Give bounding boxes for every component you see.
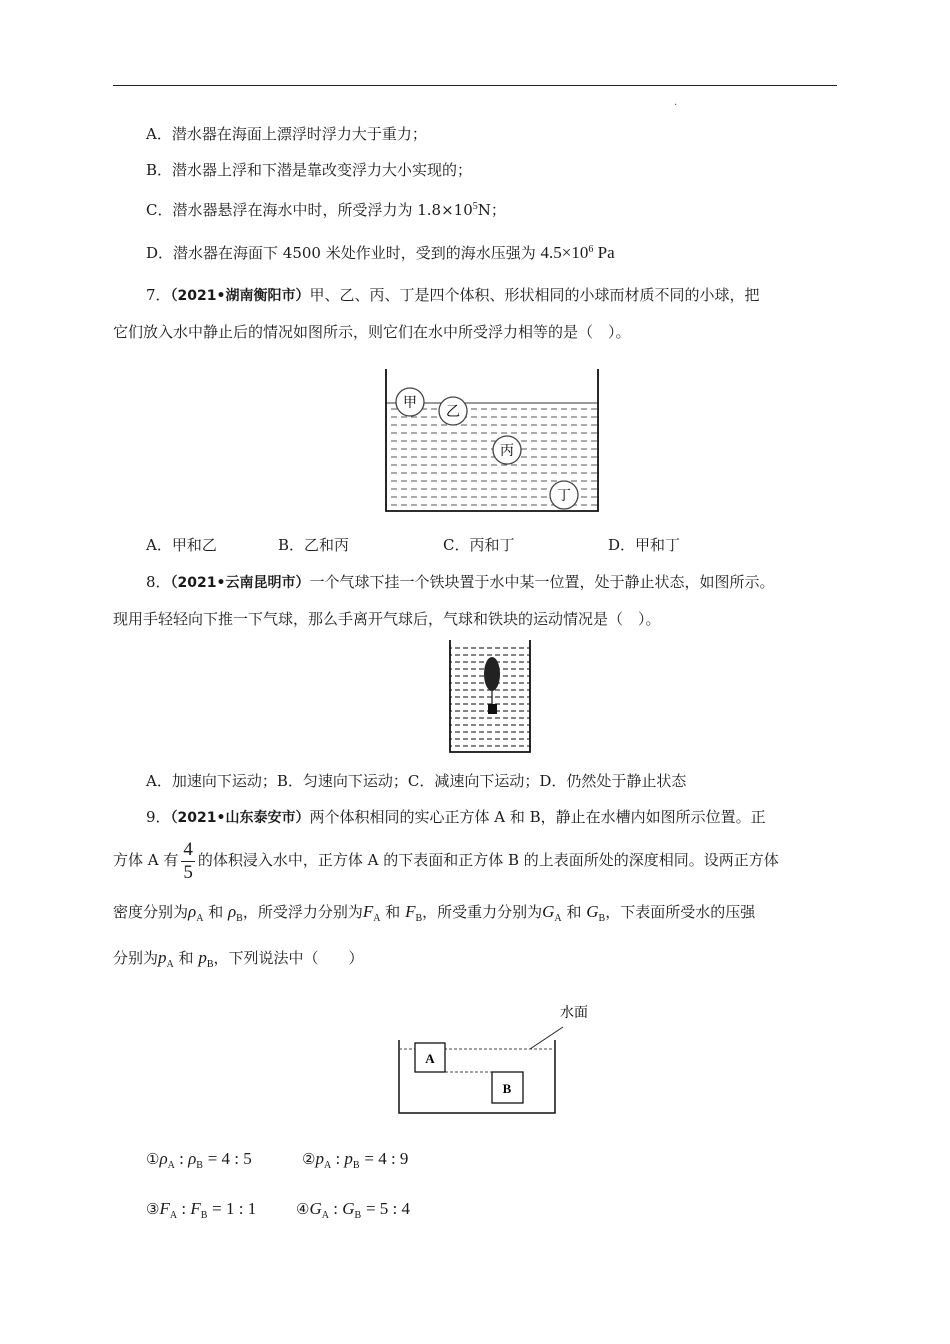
q8-stem-line2: 现用手轻轻向下推一下气球，那么手离开气球后，气球和铁块的运动情况是（ ）。 (113, 610, 661, 628)
ball-jia (396, 388, 424, 416)
fraction-four-fifths: $\frac{4}{5}$ (183, 838, 193, 883)
q9-statement-3: $③F_A$ : $F_B = 1$ : 1 (146, 1199, 257, 1221)
cube-a (415, 1043, 445, 1072)
q6-option-a: A．潜水器在海面上漂浮时浮力大于重力； (146, 125, 427, 143)
svg-text:B: B (502, 1081, 512, 1096)
q7-option-d: D．甲和丁 (608, 536, 681, 554)
q8-figure (446, 638, 536, 758)
q7-option-a: A．甲和乙 (146, 536, 217, 554)
q7-option-c: C．丙和丁 (443, 536, 515, 554)
q6-option-d: D．潜水器在海面下 4500 米处作业时，受到的海水压强为 $4.5\times 10^6$ Pa (146, 243, 615, 262)
header-dot: . (674, 97, 678, 108)
balloon (484, 657, 500, 691)
svg-text:丙: 丙 (500, 443, 514, 459)
q9-stem-line3: 密度分别为$\rho_A$ 和 $\rho_B$，所受浮力分别为$F_A$ 和 $F_B$，所受重力分别为$G_A$ 和 $G_B$，下表面所受水的压强 (113, 902, 756, 924)
q9-figure (395, 1000, 605, 1120)
q9-statement-4: $④G_A$ : $G_B = 5$ : 4 (296, 1199, 410, 1221)
water-surface-label: 水面 (560, 1005, 588, 1021)
svg-text:A: A (425, 1051, 435, 1066)
ball-ding (550, 481, 578, 509)
q7-option-b: B．乙和丙 (278, 536, 350, 554)
q7-figure (380, 365, 610, 515)
q7-stem-line2: 它们放入水中静止后的情况如图所示，则它们在水中所受浮力相等的是（ ）。 (113, 323, 631, 341)
q9-stem-line4: 分别为$p_A$ 和 $p_B$，下列说法中（ ） (113, 948, 364, 970)
cube-b (492, 1072, 523, 1103)
q8-stem-line1: 8．（2021•云南昆明市）一个气球下挂一个铁块置于水中某一位置，处于静止状态，如图所示。 (146, 573, 775, 591)
ball-yi (439, 397, 467, 425)
q6-option-c: C．潜水器悬浮在海水中时，所受浮力为 $1.8\times 10^5N$； (146, 201, 506, 219)
q9-statement-1: $①\rho_A$ : $\rho_B = 4$ : 5 (146, 1149, 252, 1171)
q8-options: A．加速向下运动；B．匀速向下运动；C．减速向下运动；D．仍然处于静止状态 (146, 772, 687, 790)
svg-text:丁: 丁 (557, 488, 571, 504)
q9-statement-2: $②p_A$ : $p_B = 4$ : 9 (302, 1149, 409, 1171)
svg-text:甲: 甲 (403, 395, 417, 411)
q7-stem-line1: 7．（2021•湖南衡阳市）甲、乙、丙、丁是四个体积、形状相同的小球而材质不同的小球，把 (146, 286, 760, 304)
header-rule (113, 85, 837, 86)
label-leader (530, 1027, 563, 1049)
q9-stem-line2: 方体 A 有 $\frac{4}{5}$ 的体积浸入水中，正方体 A 的下表面和正方体 B 的上表面所处的深度相同。设两正方体 (113, 838, 779, 883)
iron-block (488, 704, 497, 714)
svg-text:乙: 乙 (446, 404, 460, 420)
ball-bing (493, 436, 521, 464)
q6-option-b: B．潜水器上浮和下潜是靠改变浮力大小实现的； (146, 161, 473, 179)
q9-stem-line1: 9．（2021•山东泰安市）两个体积相同的实心正方体 A 和 B，静止在水槽内如图所示位置。正 (146, 808, 766, 826)
